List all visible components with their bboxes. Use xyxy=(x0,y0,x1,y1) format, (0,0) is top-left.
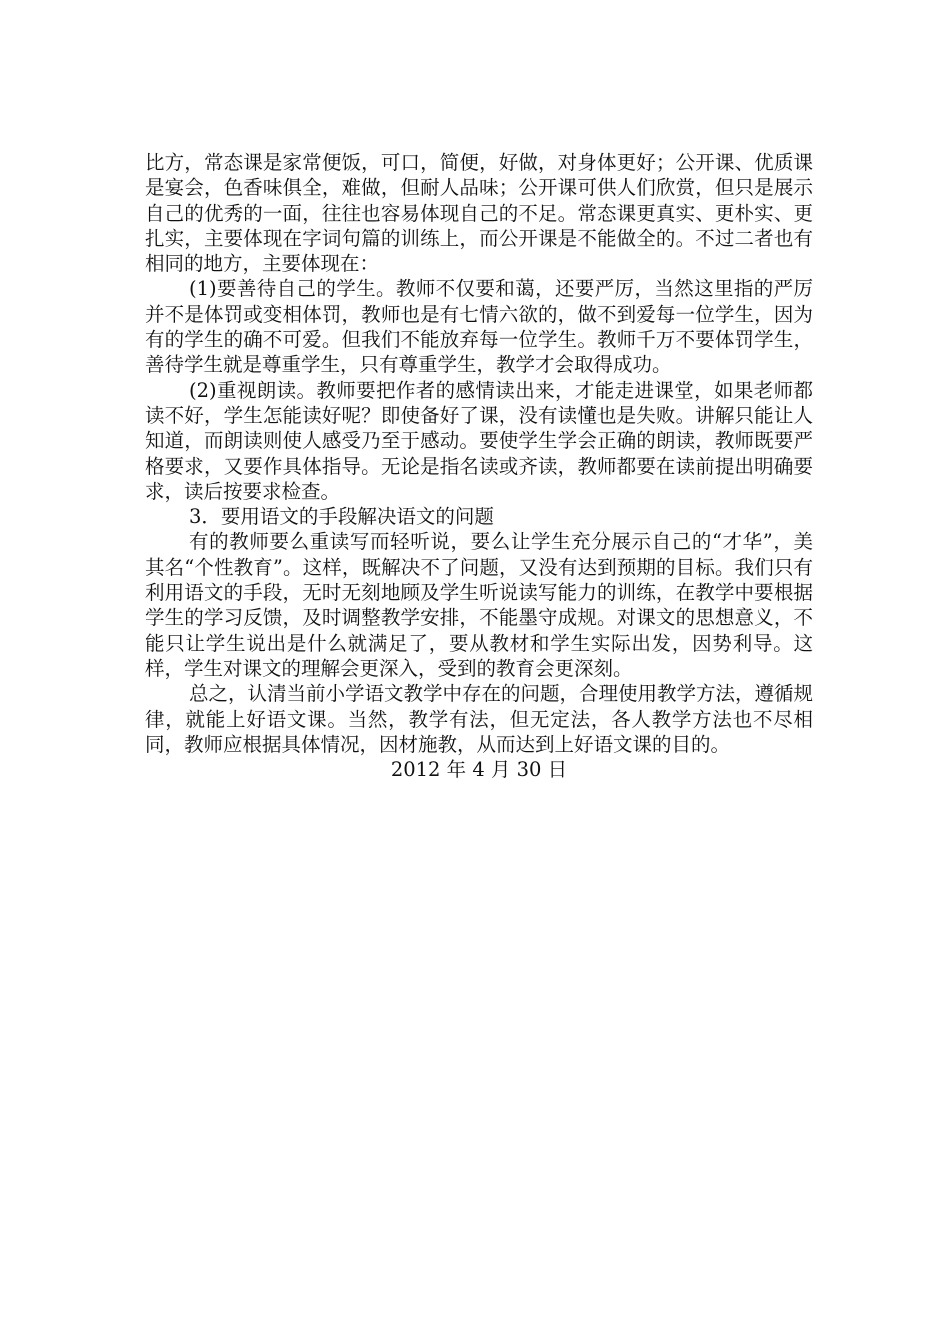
document-page xyxy=(145,150,813,782)
paragraph-point-1: (1)要善待自己的学生。教师不仅要和蔼，还要严厉，当然这里指的严厉并不是体罚或变相体罚，教师也是有七情六欲的，做不到爱每一位学生，因为有的学生的确不可爱。但我们不能放弃每一位学生。教师千万不要体罚学生，善待学生就是尊重学生，只有尊重学生，教学才会取得成功。 xyxy=(145,277,813,377)
document-date: 2012 年 4 月 30 日 xyxy=(390,758,568,782)
paragraph-conclusion: 总之，认清当前小学语文教学中存在的问题，合理使用教学方法，遵循规律，就能上好语文课。当然，教学有法，但无定法，各人教学方法也不尽相同，教师应根据具体情况，因材施教，从而达到上好语文课的目的。 xyxy=(145,682,814,756)
paragraph-point-2: (2)重视朗读。教师要把作者的感情读出来，才能走进课堂，如果老师都读不好，学生怎能读好呢？即使备好了课，没有读懂也是失败。讲解只能让人知道，而朗读则使人感受乃至于感动。要使学生学会正确的朗读，教师既要严格要求，又要作具体指导。无论是指名读或齐读，教师都要在读前提出明确要求，读后按要求检查。 xyxy=(145,378,813,503)
paragraph-section-3-body: 有的教师要么重读写而轻听说，要么让学生充分展示自己的“才华”，美其名“个性教育”。这样，既解决不了问题，又没有达到预期的目标。我们只有利用语文的手段，无时无刻地顾及学生听说读写能力的训练，在教学中要根据学生的学习反馈，及时调整教学安排，不能墨守成规。对课文的思想意义，不能只让学生说出是什么就满足了，要从教材和学生实际出发，因势利导。这样，学生对课文的理解会更深入，受到的教育会更深刻。 xyxy=(145,530,813,680)
section-heading-3: 3．要用语文的手段解决语文的问题 xyxy=(189,505,494,529)
paragraph-continuation: 比方，常态课是家常便饭，可口，简便，好做，对身体更好；公开课、优质课是宴会，色香味俱全，难做，但耐人品味；公开课可供人们欣赏，但只是展示自己的优秀的一面，往往也容易体现自己的不足。常态课更真实、更朴实、更扎实，主要体现在字词句篇的训练上，而公开课是不能做全的。不过二者也有相同的地方，主要体现在： xyxy=(145,151,813,276)
